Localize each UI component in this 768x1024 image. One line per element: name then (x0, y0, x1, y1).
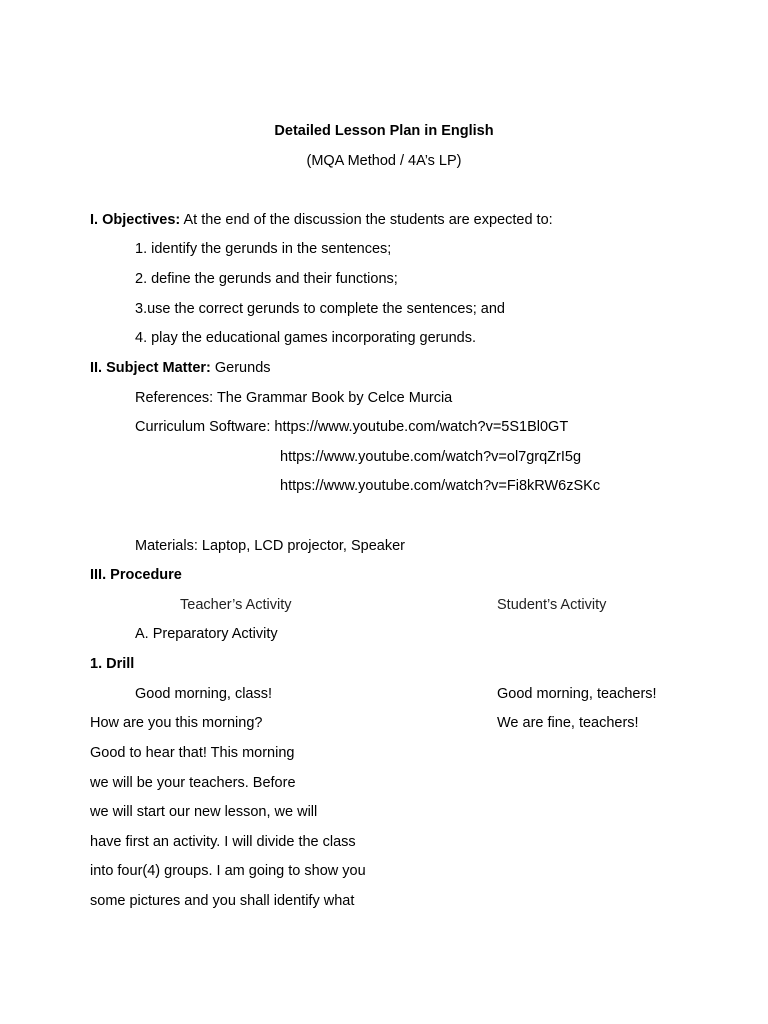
teacher-line: Good morning, class! (135, 686, 273, 702)
preparatory-activity-heading: A. Preparatory Activity (135, 626, 278, 642)
software-link[interactable]: https://www.youtube.com/watch?v=Fi8kRW6zSKc (280, 478, 601, 494)
objectives-intro: At the end of the discussion the students are expected to: (180, 212, 553, 228)
student-line: We are fine, teachers! (497, 715, 639, 731)
procedure-heading: III. Procedure (90, 567, 182, 583)
objectives-heading: I. Objectives: (90, 212, 181, 228)
objectives-paragraph (90, 211, 553, 229)
curriculum-software-line (135, 418, 568, 436)
subject-matter-topic: Gerunds (210, 360, 271, 376)
objective-item: 1. identify the gerunds in the sentences; (135, 241, 392, 257)
subject-matter-paragraph (90, 359, 271, 377)
student-activity-column-header: Student’s Activity (497, 597, 607, 613)
document-subtitle: (MQA Method / 4A’s LP) (306, 153, 462, 169)
teacher-line: we will start our new lesson, we will (90, 804, 318, 820)
teacher-line: into four(4) groups. I am going to show you (90, 863, 366, 879)
objective-item: 4. play the educational games incorporating gerunds. (135, 330, 476, 346)
teacher-line: have first an activity. I will divide the class (90, 834, 356, 850)
teacher-line: How are you this morning? (90, 715, 263, 731)
software-link[interactable]: https://www.youtube.com/watch?v=5S1Bl0GT (274, 419, 569, 435)
student-line: Good morning, teachers! (497, 686, 657, 702)
teacher-line: Good to hear that! This morning (90, 745, 295, 761)
document-title: Detailed Lesson Plan in English (274, 123, 494, 139)
software-link[interactable]: https://www.youtube.com/watch?v=ol7grqZrI5g (280, 449, 582, 465)
objective-item: 3.use the correct gerunds to complete the sentences; and (135, 301, 505, 317)
objective-item: 2. define the gerunds and their functions; (135, 271, 398, 287)
drill-heading: 1. Drill (90, 656, 135, 672)
curriculum-software-label: Curriculum Software: (135, 419, 275, 435)
references-line: References: The Grammar Book by Celce Murcia (135, 390, 453, 406)
subject-matter-heading: II. Subject Matter: (90, 360, 211, 376)
teacher-line: we will be your teachers. Before (90, 775, 296, 791)
teacher-activity-column-header: Teacher’s Activity (180, 597, 292, 613)
materials-line: Materials: Laptop, LCD projector, Speaker (135, 538, 405, 554)
teacher-line: some pictures and you shall identify what (90, 893, 355, 909)
